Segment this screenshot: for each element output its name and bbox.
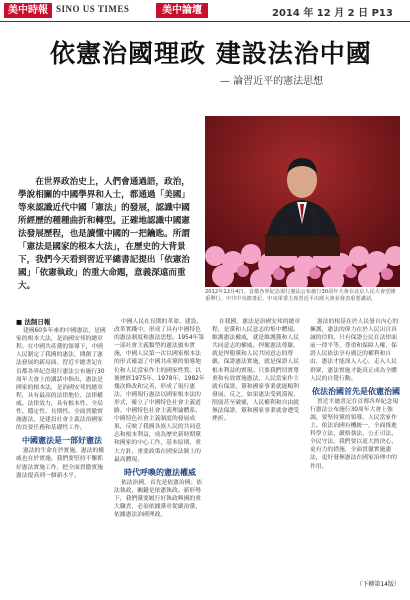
subheading: 依法治國首先是依憲治國 (312, 386, 400, 396)
masthead (0, 0, 410, 22)
body-paragraph: 憲法的根基在於人民發自內心的擁護，憲法的偉力在於人民出自真誠的信仰。只有保證公民在法律面前一律平等，尊重和保障人權，保證人民依法享有廣泛的權利和自由，憲法才能深入人心，走入人民群眾，憲法實施才能真正成為全體人民的自覺行動。 (310, 319, 399, 382)
intro-text: 在世界政治史上，人們會通過語，政治，學說相關的中國學界和人士，都通過「美國」等來認識近代中國「憲法」的發展，認識中國所經歷的種種曲折和轉型。正確地認識中國憲法發展歷程，也是讀懂中國的一把鑰匙。所謂「憲法是國家的根本大法」，在歷史的大背景下，我們今天看到習近平總書記提出「依憲治國」「依憲執政」的重大命題，意義深遠而重大。 (18, 177, 190, 291)
body-paragraph: 依法治國，首先是依憲治國；依法執政，關鍵是依憲執政。新形勢下，我們黨要履行好執政興國的重大職責，必須依據黨章從嚴治黨、依據憲法治國理政。 (114, 479, 203, 519)
body-column-4 (310, 318, 402, 590)
continued-note: （下轉第14版） (356, 581, 400, 588)
photo-illustration (205, 116, 400, 287)
body-paragraph: 憲法的生命在於實施，憲法的權威也在於實施。我們要堅持不懈抓好憲法實施工作，把全面貫徹實施憲法提高到一個新水平。 (16, 448, 105, 479)
subheading: 中國憲法是一部好憲法 (22, 436, 102, 446)
body-paragraph: 習近平總書記在首都各界紀念現行憲法公布施行30周年大會上強調，要堅持黨的領導、人民當家作主、依法治國有機統一，全面推進科學立法、嚴格執法、公正司法、全民守法。我們要以更大的決心、更有力的措施，全面貫徹實施憲法，更好發揮憲法在國家治理中的作用。 (310, 398, 399, 470)
paper-name: SINO US TIMES (56, 4, 130, 14)
article-photo (205, 116, 400, 287)
body-paragraph: 建國60多年來的中國憲法，是國家的根本大法，是治國安邦的總章程。在中國共產黨的領導下，中國人民制定了我國的憲法，開創了憲法發展的新局面。習近平總書記在首都各界紀念現行憲法公布施行30周年大會上的講話中指出，憲法是國家的根本法，是治國安邦的總章程，具有最高的法律地位、法律權威、法律效力，具有根本性、全局性、穩定性、長期性。全面貫徹實施憲法，是建設社會主義法治國家的首要任務和基礎性工作。 (16, 328, 106, 432)
article-body (16, 318, 402, 590)
photo-caption: 2012年12月4日，首都各界紀念現行憲法公布施行30周年大會在北京人民大會堂隆重舉行。中共中央總書記、中央軍委主席習近平出席大會並發表重要講話。 (205, 289, 396, 302)
subheading: 時代呼喚的憲法權威 (124, 467, 196, 477)
body-column-1 (16, 318, 108, 590)
body-column-2 (114, 318, 206, 590)
body-paragraph: 中國人民在長期的革命、建設、改革實踐中，形成了具有中國特色的憲法制度和憲法思想。1954年第一部社會主義類型的憲法頒布實施，中國人民第一次以國家根本法的形式確認了中國共產黨的領導地位和人民當家作主的國家性質。以後歷經1975年、1978年、1982年幾次修改和完善，形成了現行憲法。中國現行憲法以國家根本法的形式，確立了中國特色社會主義道路、中國特色社會主義理論體系、中國特色社會主義制度的發展成果，反映了我國各族人民的共同意志和根本利益，成為歷史新時期黨和國家的中心工作、基本原則、重大方針、重要政策在國家法制上的最高體現。 (114, 319, 205, 463)
intro-paragraph (18, 176, 194, 293)
subhead: — 論習近平的憲法思想 (220, 76, 324, 87)
body-paragraph: 在我國，憲法是治國安邦的總章程，是黨和人民意志的集中體現。維護憲法權威，就是維護黨和人民共同意志的權威。捍衛憲法尊嚴，就是捍衛黨和人民共同意志的尊嚴。保證憲法實施，就是保證人民根本利益的實現。只要我們切實尊重和有效實施憲法，人民當家作主就有保證，黨和國家事業就能順利發展。反之，如果憲法受到漠視、削弱甚至破壞，人民權利和自由就無法保證，黨和國家事業就會遭受挫折。 (212, 319, 301, 423)
newspaper-logo: 美中時報 (4, 3, 52, 18)
issue-date-page: 2014 年 12 月 2 日 P13 (272, 8, 393, 19)
body-column-3 (212, 318, 304, 590)
headline: 依憲治國理政 建設法治中國 (50, 39, 372, 68)
byline: ■ 法制日報 (16, 318, 51, 326)
section-tag: 美中論壇 (156, 3, 208, 18)
